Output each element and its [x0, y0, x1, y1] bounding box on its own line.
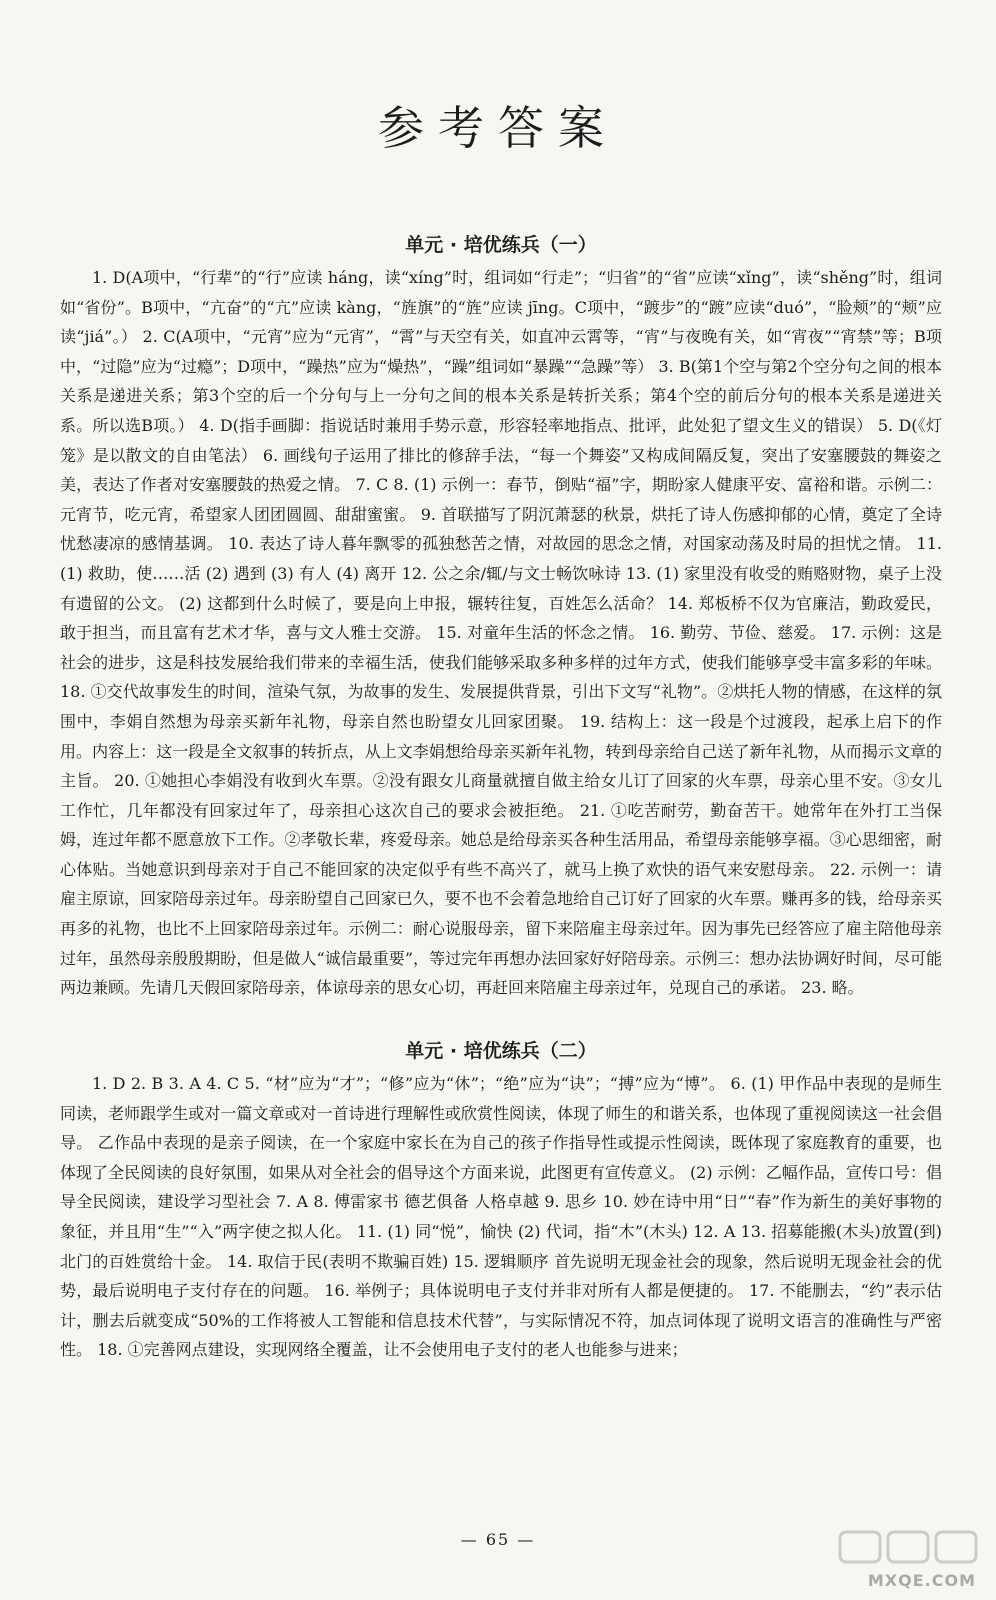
watermark-text: MXQE.COM	[867, 1571, 976, 1590]
page-number: — 65 —	[460, 1530, 536, 1549]
section-unit-1	[60, 230, 942, 1003]
section-heading: 单元 · 培优练兵（二）	[405, 1040, 597, 1062]
section-heading: 单元 · 培优练兵（一）	[405, 234, 597, 256]
page-title: 参考答案	[378, 101, 618, 155]
section-answers: 1. D(A项中，“行辈”的“行”应读 háng，读“xíng”时，组词如“行走”；“归省”的“省”应读“xǐng”，读“shěng”时，组词如“省份”。B项中，“亢奋”的“亢”应读 kàng，“旌旗”的“旌”应读 jīng。C项中，“踱步”的“踱”应读“duó”，“脸颊”的“颊”应读“jiá”。） 2. C(A项中，“元宵”应为“元宵”，“霄”与天空有关，如直冲云霄等，“宵”与夜晚有关，如“宵夜”“宵禁”等；B项中，“过隐”应为“过瘾”；D项中，“躁热”应为“燥热”，“躁”组词如“暴躁”“急躁”等） 3. B(第1个空与第2个空分句之间的根本关系是递进关系；第3个空的后一个分句与上一分句之间的根本关系是转折关系；第4个空的前后分句的根本关系是递进关系。所以选B项。） 4. D(指手画脚：指说话时兼用手势示意，形容轻率地指点、批评，此处犯了望文生义的错误） 5. D(《灯笼》是以散文的自由笔法） 6. 画线句子运用了排比的修辞手法，“每一个舞姿”又构成间隔反复，突出了安塞腰鼓的舞姿之美，表达了作者对安塞腰鼓的热爱之情。 7. C 8. (1) 示例一：春节，倒贴“福”字，期盼家人健康平安、富裕和谐。示例二：元宵节，吃元宵，希望家人团团圆圆、甜甜蜜蜜。 9. 首联描写了阴沉萧瑟的秋景，烘托了诗人伤感抑郁的心情，奠定了全诗忧愁凄凉的感情基调。 10. 表达了诗人暮年飘零的孤独愁苦之情，对故园的思念之情，对国家动荡及时局的担忧之情。 11. (1) 救助，使……活 (2) 遇到 (3) 有人 (4) 离开 12. 公之余/辄/与文士畅饮咏诗 13. (1) 家里没有收受的贿赂财物，桌子上没有遗留的公文。 (2) 这都到什么时候了，要是向上申报，辗转往复，百姓怎么活命？ 14. 郑板桥不仅为官廉洁，勤政爱民，敢于担当，而且富有艺术才华，喜与文人雅士交游。 15. 对童年生活的怀念之情。 16. 勤劳、节俭、慈爱。 17. 示例：这是社会的进步，这是科技发展给我们带来的幸福生活，使我们能够采取多种多样的过年方式，使我们能够享受丰富多彩的年味。 18. ①交代故事发生的时间，渲染气氛，为故事的发生、发展提供背景，引出下文写“礼物”。②烘托人物的情感，在这样的氛围中，李娟自然想为母亲买新年礼物，母亲自然也盼望女儿回家团聚。 19. 结构上：这一段是个过渡段，起承上启下的作用。内容上：这一段是全文叙事的转折点，从上文李娟想给母亲买新年礼物，转到母亲给自己送了新年礼物，从而揭示文章的主旨。 20. ①她担心李娟没有收到火车票。②没有跟女儿商量就擅自做主给女儿订了回家的火车票，母亲心里不安。③女儿工作忙，几年都没有回家过年了，母亲担心这次自己的要求会被拒绝。 21. ①吃苦耐劳，勤奋苦干。她常年在外打工当保姆，连过年都不愿意放下工作。②孝敬长辈，疼爱母亲。她总是给母亲买各种生活用品，希望母亲能够享福。③心思细密，耐心体贴。当她意识到母亲对于自己不能回家的决定似乎有些不高兴了，就马上换了欢快的语气来安慰母亲。 22. 示例一：请雇主原谅，回家陪母亲过年。母亲盼望自己回家已久，要不也不会着急地给自己订好了回家的火车票。赚再多的钱，给母亲买再多的礼物，也比不上回家陪母亲过年。示例二：耐心说服母亲，留下来陪雇主母亲过年。因为事先已经答应了雇主陪他母亲过年，虽然母亲殷殷期盼，但是做人“诚信最重要”，等过完年再想办法回家好好陪母亲。示例三：想办法协调好时间，尽可能两边兼顾。先请几天假回家陪母亲，体谅母亲的思女心切，再赶回来陪雇主母亲过年，兑现自己的承诺。 23. 略。	[60, 268, 942, 998]
section-answers: 1. D 2. B 3. A 4. C 5. “材”应为“才”；“修”应为“休”；“绝”应为“诀”；“搏”应为“博”。 6. (1) 甲作品中表现的是师生同读，老师跟学生或对一篇文章或对一首诗进行理解性或欣赏性阅读，体现了师生的和谐关系，也体现了重视阅读这一社会倡导。 乙作品中表现的是亲子阅读，在一个家庭中家长在为自己的孩子作指导性或提示性阅读，既体现了家庭教育的重要，也体现了全民阅读的良好氛围，如果从对全社会的倡导这个方面来说，此图更有宣传意义。 (2) 示例：乙幅作品，宣传口号：倡导全民阅读，建设学习型社会 7. A 8. 傅雷家书 德艺俱备 人格卓越 9. 思乡 10. 妙在诗中用“日”“春”作为新生的美好事物的象征，并且用“生”“入”两字使之拟人化。 11. (1) 同“悦”，愉快 (2) 代词，指“木”(木头) 12. A 13. 招募能搬(木头)放置(到)北门的百姓赏给十金。 14. 取信于民(表明不欺骗百姓) 15. 逻辑顺序 首先说明无现金社会的现象，然后说明无现金社会的优势，最后说明电子支付存在的问题。 16. 举例子；具体说明电子支付并非对所有人都是便捷的。 17. 不能删去，“约”表示估计，删去后就变成“50%的工作将被人工智能和信息技术代替”，与实际情况不符，加点词体现了说明文语言的准确性与严密性。 18. ①完善网点建设，实现网络全覆盖，让不会使用电子支付的老人也能参与进来；	[60, 1074, 942, 1360]
section-unit-2	[60, 1036, 942, 1365]
